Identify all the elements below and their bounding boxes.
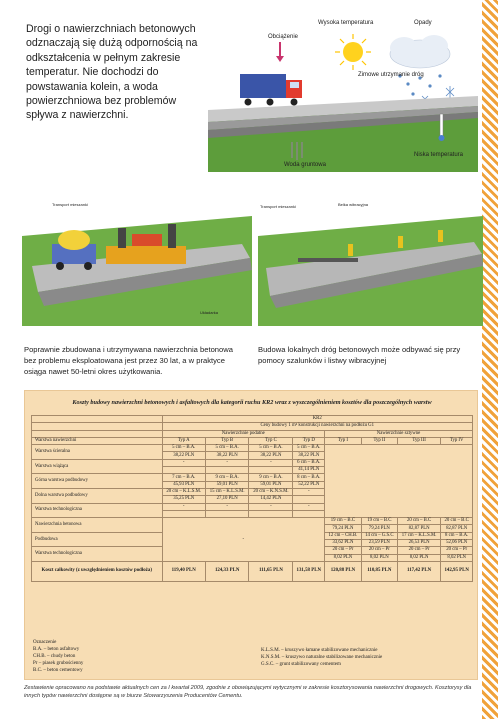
table-cell: 119,40 PLN: [162, 561, 205, 581]
table-cell: 20 cm – Pr: [325, 547, 362, 554]
precipitation-label: Opady: [414, 20, 432, 26]
winter-label: Zimowe utrzymanie dróg: [358, 72, 424, 78]
header-row: [32, 437, 473, 444]
table-cell: Typ D: [293, 437, 325, 444]
table-cell: 79,24 PLN: [361, 525, 397, 532]
table-cell: 35,25 PLN: [162, 496, 205, 503]
table-cell: Warstwa nawierzchni: [32, 437, 163, 444]
truck-icon: [240, 74, 302, 106]
table-cell: [293, 496, 325, 503]
table-row: [32, 445, 473, 452]
table-cell: [162, 467, 205, 474]
paver-illustration: [22, 196, 252, 326]
table-cell: -: [162, 459, 205, 466]
table-cell: 33,62 PLN: [325, 540, 362, 547]
table-cell: 20 cm – B.C: [397, 518, 440, 525]
table-cell: 41,14 PLN: [293, 467, 325, 474]
road-diagram: [208, 14, 478, 172]
table-cell: 8,02 PLN: [325, 554, 362, 561]
load-label: Obciążenie: [268, 34, 299, 40]
table-cell: 20 cm – B.C: [441, 518, 473, 525]
table-cell: 5 cm – B.A.: [162, 445, 205, 452]
intro-paragraph: Drogi o nawierzchniach betonowych odznaczają się dużą odpornością na odkształcenia w pełnym zakresie temperatur. Nie dochodzi do powstawania kolein, a woda powierzchniowa bez problemów spływa z nawierzchni.: [26, 23, 198, 122]
table-cell: [325, 445, 473, 518]
high-temp-label: Wysoka temperatura: [318, 20, 374, 26]
header-row: [32, 430, 473, 437]
footnote: Zestawienie opracowano na podstawie aktualnych cen za I kwartał 2009, zgodnie z obowiązującymi wytycznymi w zakresie kosztorysowania nawierzchni drogowych. Kosztorysy dla innych typów nawierzchni dostępne są w biurze Stowarzyszenia Producentów Cementu.: [24, 685, 472, 699]
table-cell: 117,42 PLN: [397, 561, 440, 581]
table-cell: [249, 510, 293, 517]
table-cell: 52,06 PLN: [441, 540, 473, 547]
table-cell: 142,95 PLN: [441, 561, 473, 581]
table-cell: Warstwa ścieralna: [32, 445, 163, 460]
table-cell: Typ C: [249, 437, 293, 444]
table-cell: Warstwa technologiczna: [32, 503, 163, 518]
paver-label: Układarka: [200, 310, 219, 315]
table-cell: -: [162, 518, 325, 562]
table-cell: Warstwa wiążąca: [32, 459, 163, 474]
table-cell: -: [293, 503, 325, 510]
decorative-stripe: [482, 0, 498, 719]
table-cell: 17 cm – K.L.S.M.: [397, 532, 440, 539]
vibrating-beam-icon: [298, 258, 358, 262]
table-cell: -: [249, 503, 293, 510]
caption-left: Poprawnie zbudowana i utrzymywana nawierzchnia betonowa bez problemu eksploatowana jest przez 30 lat, a w praktyce osiąga nawet 50-letni okres użytkowania.: [24, 345, 233, 376]
table-cell: Typ II: [361, 437, 397, 444]
table-cell: 19 cm – B.C: [325, 518, 362, 525]
table-cell: 79,24 PLN: [325, 525, 362, 532]
table-cell: 6 cm – B.A.: [293, 459, 325, 466]
table-cell: Typ B: [205, 437, 248, 444]
table-cell: 20 cm – Pr: [361, 547, 397, 554]
table-cell: 20 cm – K.L.S.M.: [162, 488, 205, 495]
table-cell: Podbudowa: [32, 532, 163, 547]
table-cell: [162, 510, 205, 517]
transport-label: Transport mieszanki: [52, 202, 88, 207]
table-row: [32, 518, 473, 525]
legend-item: K.L.S.M. – kruszywo łamane stabilizowane mechanicznie: [261, 648, 378, 653]
table-cell: 26,53 PLN: [397, 540, 440, 547]
table-cell: 124,33 PLN: [205, 561, 248, 581]
table-cell: Typ IV: [441, 437, 473, 444]
table-cell: 23,59 PLN: [361, 540, 397, 547]
table-cell: 8 cm – B.A.: [293, 474, 325, 481]
low-temp-label: Niska temperatura: [414, 152, 464, 158]
table-cell: 5 cm – B.A.: [249, 445, 293, 452]
table-cell: 8,02 PLN: [397, 554, 440, 561]
table-cell: 5 cm – B.A.: [293, 445, 325, 452]
table-cell: Nawierzchnia betonowa: [32, 518, 163, 533]
load-arrow-icon: [276, 42, 284, 62]
cost-table: [31, 415, 473, 582]
table-cell: Typ III: [397, 437, 440, 444]
table-cell: 38,22 PLN: [205, 452, 248, 459]
table-cell: Dolna warstwa podbudowy: [32, 488, 163, 503]
table-cell: Górna warstwa podbudowy: [32, 474, 163, 489]
legend-item: B.A. – beton asfaltowy: [33, 647, 80, 652]
table-cell: -: [162, 503, 205, 510]
table-cell: Typ I: [325, 437, 362, 444]
header-row: [32, 416, 473, 423]
total-row: [32, 561, 473, 581]
table-cell: 45,93 PLN: [162, 481, 205, 488]
legend-item: CH.B. – chudy beton: [33, 654, 76, 659]
table-cell: [249, 467, 293, 474]
table-cell: Koszt całkowity (z uwzględnieniem kosztów podłoża): [32, 561, 163, 581]
legend-item: B.C. – beton cementowy: [33, 668, 83, 673]
table-cell: 111,65 PLN: [249, 561, 293, 581]
table-cell: Nawierzchnie sztywne: [325, 430, 473, 437]
table-cell: 14 cm – G.S.C: [361, 532, 397, 539]
table-cell: 5 cm – B.A.: [205, 445, 248, 452]
legend-title: Oznaczenie: [33, 640, 57, 645]
table-cell: 20 cm – Pr: [441, 547, 473, 554]
table-cell: 27,10 PLN: [205, 496, 248, 503]
table-cell: [293, 510, 325, 517]
table-cell: -: [205, 503, 248, 510]
legend-item: G.S.C. – grunt stabilizowany cementem: [261, 662, 341, 667]
table-cell: 20 cm – K.N.S.M.: [249, 488, 293, 495]
table-cell: -: [249, 459, 293, 466]
table-cell: 110,85 PLN: [361, 561, 397, 581]
table-cell: -: [293, 488, 325, 495]
table-cell: 20 cm – Pr: [397, 547, 440, 554]
table-cell: [32, 423, 163, 430]
table-cell: 8 cm – B.A.: [441, 532, 473, 539]
table-cell: [205, 467, 248, 474]
table-cell: 19 cm – B.C: [361, 518, 397, 525]
legend-item: Pr – piasek grubościenny: [33, 661, 84, 666]
table-cell: [205, 510, 248, 517]
formwork-illustration: [258, 196, 483, 326]
table-cell: 82,87 PLN: [397, 525, 440, 532]
table-cell: 15 cm – K.L.S.M.: [205, 488, 248, 495]
table-cell: KR2: [162, 416, 473, 423]
table-cell: 59,01 PLN: [205, 481, 248, 488]
table-cell: 59,01 PLN: [249, 481, 293, 488]
table-cell: 7 cm – B.A.: [162, 474, 205, 481]
table-cell: 38,22 PLN: [293, 452, 325, 459]
sun-icon: [335, 34, 371, 70]
table-cell: 131,58 PLN: [293, 561, 325, 581]
table-cell: 14,42 PLN: [249, 496, 293, 503]
table-cell: 120,88 PLN: [325, 561, 362, 581]
table-cell: 9 cm – B.A.: [249, 474, 293, 481]
table-cell: 38,22 PLN: [249, 452, 293, 459]
table-title: Koszty budowy nawierzchni betonowych i asfaltowych dla kategorii ruchu KR2 wraz z wyszczególnieniem kosztów dla poszczególnych warstw: [72, 399, 432, 406]
table-cell: 38,22 PLN: [162, 452, 205, 459]
groundwater-label: Woda gruntowa: [284, 162, 326, 168]
header-row: [32, 423, 473, 430]
caption-right: Budowa lokalnych dróg betonowych może odbywać się przy pomocy szalunków i listwy wibracyjnej: [258, 345, 461, 365]
table-cell: Ceny budowy 1 m² konstrukcji nawierzchni na podłożu G1: [162, 423, 473, 430]
beam-label: Belka wibracyjna: [338, 202, 369, 207]
table-cell: 82,87 PLN: [441, 525, 473, 532]
cost-table-panel: [24, 390, 478, 680]
transport-label-2: Transport mieszanki: [260, 204, 296, 209]
table-cell: [32, 430, 163, 437]
table-cell: Warstwa technologiczna: [32, 547, 163, 562]
table-cell: 8,02 PLN: [441, 554, 473, 561]
table-cell: 52,22 PLN: [293, 481, 325, 488]
table-cell: Nawierzchnie podatne: [162, 430, 325, 437]
cloud-icon: [390, 35, 450, 68]
table-cell: Typ A: [162, 437, 205, 444]
table-cell: [32, 416, 163, 423]
table-cell: 9 cm – B.A.: [205, 474, 248, 481]
table-cell: 8,02 PLN: [361, 554, 397, 561]
legend-item: K.N.S.M. – kruszywo naturalne stabilizowane mechanicznie: [261, 655, 383, 660]
table-cell: -: [205, 459, 248, 466]
table-cell: 12 cm – CH.B.: [325, 532, 362, 539]
